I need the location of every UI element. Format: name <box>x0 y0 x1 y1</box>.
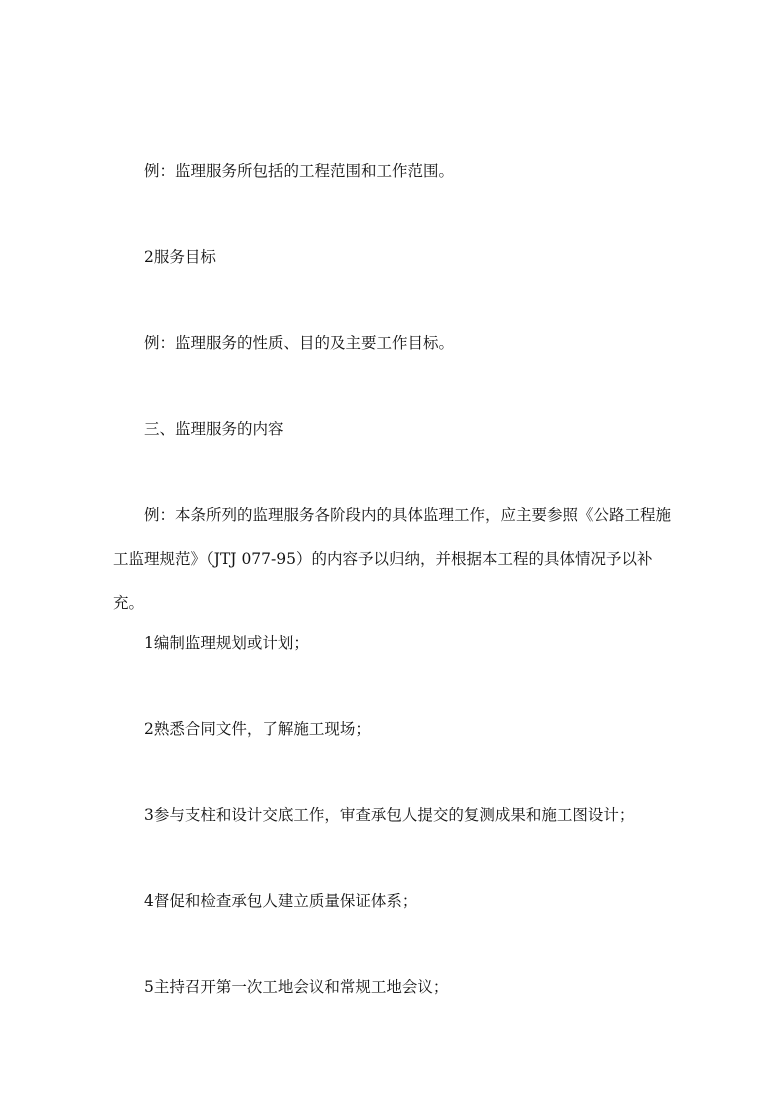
list-item-1: 1编制监理规划或计划； <box>144 633 309 652</box>
list-item-4: 4督促和检查承包人建立质量保证体系； <box>144 891 418 910</box>
paragraph-scope-example: 例：监理服务所包括的工程范围和工作范围。 <box>144 161 455 180</box>
list-item-2: 2熟悉合同文件，了解施工现场； <box>144 719 371 738</box>
list-item-5: 5主持召开第一次工地会议和常规工地会议； <box>144 977 449 996</box>
section-heading-service-content: 三、监理服务的内容 <box>144 419 284 438</box>
heading-service-goal: 2服务目标 <box>144 247 216 266</box>
paragraph-goal-example: 例：监理服务的性质、目的及主要工作目标。 <box>144 333 455 352</box>
list-item-3: 3参与支柱和设计交底工作，审查承包人提交的复测成果和施工图设计； <box>144 805 635 824</box>
paragraph-content-example: 例：本条所列的监理服务各阶段内的具体监理工作，应主要参照《公路工程施工监理规范》（JTJ 077-95）的内容予以归纳，并根据本工程的具体情况予以补充。 <box>113 505 672 612</box>
